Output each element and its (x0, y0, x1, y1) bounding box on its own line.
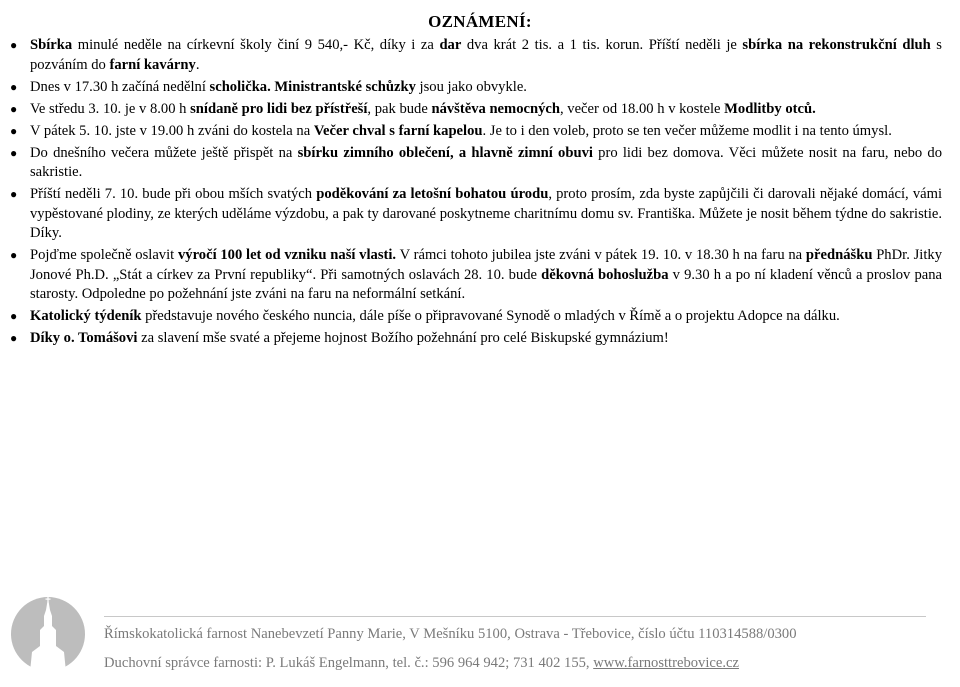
text-run: , proto prosím, zda byste zapůjčili či darovali nějaké domácí, vámi vypěstované plodiny, ze kterých uděláme výzdobu, a pak ty darované poskytneme charitnímu domu sv. Františka. Můžete je nosit během týdne do sakristie. Díky. (30, 186, 942, 242)
list-item (10, 100, 942, 120)
bold-text: Večer chval s farní kapelou (313, 122, 483, 139)
footer-contact (104, 655, 914, 672)
bold-text: farní kavárny (109, 56, 196, 73)
list-item (10, 78, 942, 98)
list-item (10, 307, 942, 327)
bullet-icon: ● (10, 123, 18, 138)
text-run: V rámci tohoto jubilea jste zváni v pátek 19. 10. v 18.30 h na faru na (396, 247, 806, 264)
bold-text: sbírka na rekonstrukční dluh (742, 37, 931, 53)
text-run: Pojďme společně oslavit (30, 247, 178, 264)
text-run: s pozváním do (30, 37, 942, 73)
list-item (10, 329, 942, 349)
list-item (10, 144, 942, 183)
list-item-text (30, 37, 942, 73)
text-run: Do dnešního večera můžete ještě přispět na (30, 144, 298, 161)
list-item (10, 185, 942, 244)
text-run: jsou jako obvykle. (415, 78, 527, 95)
text-run: v 9.30 h a po ní kladení věnců a proslov pana starosty. Odpoledne po požehnání jste zváni na faru na neformální setkání. (30, 266, 943, 303)
text-run: PhDr. Jitky Jonové Ph.D. „Stát a církev za První republiky“. Při samotných oslavách 28. 10. bude (30, 247, 942, 283)
bold-text: návštěva nemocných (431, 100, 560, 117)
list-item (10, 36, 942, 75)
bullet-icon: ● (10, 187, 18, 202)
list-item-text (30, 330, 669, 346)
bullet-icon: ● (10, 331, 18, 346)
text-run: pro lidi bez domova. Věci můžete nosit na faru, nebo do sakristie. (30, 144, 942, 181)
text-run: Dnes v 17.30 h začíná nedělní (30, 78, 210, 95)
text-run: představuje nového českého nuncia, dále píše o připravované Synodě o mladých v Římě a o projektu Adopce na dálku. (141, 308, 840, 325)
text-run: Ve středu 3. 10. je v 8.00 h (30, 100, 191, 117)
footer-divider (104, 616, 926, 617)
text-run: . (195, 56, 200, 73)
footer-contact-text: Duchovní správce farnosti: P. Lukáš Engelmann, tel. č.: 596 964 942; 731 402 155, (104, 655, 594, 671)
bullet-icon: ● (10, 101, 18, 116)
bold-text: scholička. Ministrantské schůzky (209, 78, 416, 95)
text-run: , večer od 18.00 h v kostele (559, 100, 725, 117)
bold-text: snídaně pro lidi bez přístřeší (190, 100, 368, 117)
announcement-list (10, 36, 942, 351)
bullet-icon: ● (10, 248, 18, 263)
text-run: za slavení mše svaté a přejeme hojnost Božího požehnání pro celé Biskupské gymnázium! (137, 330, 669, 347)
bold-text: Modlitby otců. (724, 100, 816, 117)
text-run: Příští neděli 7. 10. bude při obou mších svatých (30, 186, 317, 203)
bold-text: Díky o. Tomášovi (30, 330, 138, 347)
bold-text: dar (439, 37, 462, 53)
bold-text: sbírku zimního oblečení, a hlavně zimní obuvi (297, 144, 593, 161)
bold-text: výročí 100 let od vzniku naší vlasti. (177, 247, 397, 264)
text-run: dva krát 2 tis. a 1 tis. korun. Příští neděli je (461, 37, 743, 53)
text-run: minulé neděle na církevní školy činí 9 540,- Kč, díky i za (72, 37, 440, 53)
bullet-icon: ● (10, 145, 18, 160)
list-item-text (30, 145, 942, 181)
list-item-text (30, 123, 892, 139)
list-item-text (30, 308, 840, 324)
footer-address: Římskokatolická farnost Nanebevzetí Panny Marie, V Mešníku 5100, Ostrava - Třebovice, číslo účtu 110314588/0300 (104, 626, 797, 642)
bold-text: děkovná bohoslužba (541, 266, 669, 283)
bold-text: Katolický týdeník (30, 308, 142, 325)
list-item-text (30, 101, 816, 117)
bullet-icon: ● (10, 309, 18, 324)
bold-text: poděkování za letošní bohatou úrodu (316, 186, 549, 203)
list-item-text (30, 79, 527, 95)
bold-text: Sbírka (30, 37, 73, 53)
list-item (10, 122, 942, 142)
list-item (10, 246, 942, 305)
church-icon (10, 596, 86, 672)
website-link[interactable]: www.farnosttrebovice.cz (593, 655, 739, 671)
text-run: , pak bude (367, 100, 432, 117)
list-item-text (30, 186, 942, 241)
text-run: . Je to i den voleb, proto se ten večer můžeme modlit i na tento úmysl. (482, 122, 892, 139)
text-run: V pátek 5. 10. jste v 19.00 h zváni do kostela na (30, 122, 314, 139)
bullet-icon: ● (10, 79, 18, 94)
list-item-text (30, 247, 942, 302)
bullet-icon: ● (10, 38, 18, 52)
page-title: OZNÁMENÍ: (428, 12, 532, 31)
bold-text: přednášku (805, 247, 873, 264)
